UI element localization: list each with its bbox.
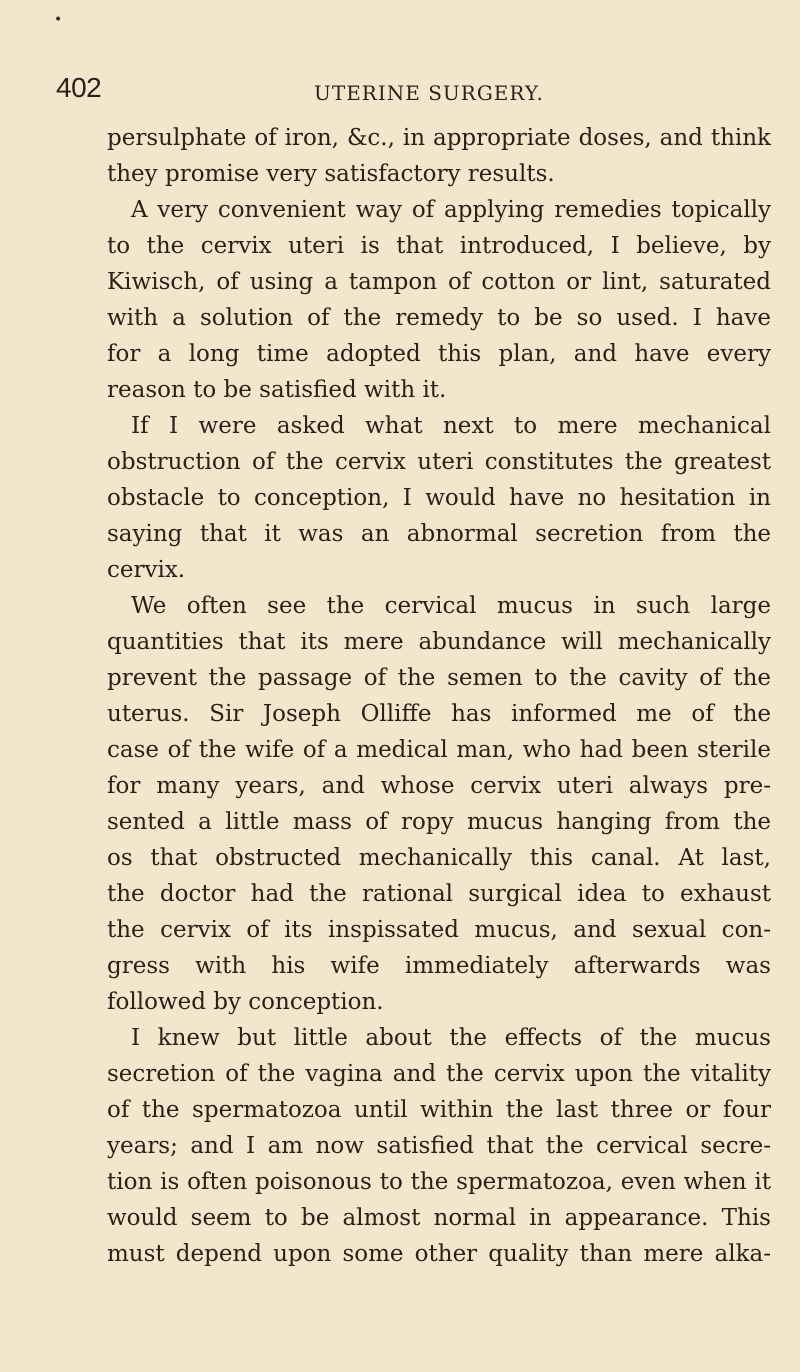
text-line: the cervix of its inspissated mucus, and sexual con- <box>107 917 771 943</box>
text-line: case of the wife of a medical man, who had been sterile <box>107 737 771 763</box>
text-line: years; and I am now satisfied that the cervical secre- <box>107 1133 771 1159</box>
text-line: A very convenient way of applying remedies topically <box>131 197 771 223</box>
body-text <box>107 120 771 1272</box>
text-line: gress with his wife immediately afterwards was <box>107 953 771 979</box>
paragraph <box>107 120 771 192</box>
text-line: cervix. <box>107 557 186 583</box>
text-line: We often see the cervical mucus in such large <box>131 593 771 619</box>
text-line: prevent the passage of the semen to the cavity of the <box>107 665 771 691</box>
page-number: 402 <box>56 72 102 103</box>
text-line: followed by conception. <box>107 989 384 1015</box>
page-header <box>56 72 756 112</box>
paragraph <box>107 588 771 1020</box>
text-line: tion is often poisonous to the spermatozoa, even when it <box>107 1169 771 1195</box>
text-line: obstruction of the cervix uteri constitutes the greatest <box>107 449 771 475</box>
text-line: the doctor had the rational surgical idea to exhaust <box>107 881 771 907</box>
text-line: secretion of the vagina and the cervix upon the vitality <box>107 1061 771 1087</box>
text-line: persulphate of iron, &c., in appropriate doses, and think <box>107 125 771 151</box>
text-line: sented a little mass of ropy mucus hanging from the <box>107 809 771 835</box>
paragraph <box>107 192 771 408</box>
text-line: for a long time adopted this plan, and have every <box>107 341 771 367</box>
text-line: with a solution of the remedy to be so used. I have <box>107 305 771 331</box>
text-line: I knew but little about the effects of the mucus <box>131 1025 771 1051</box>
text-line: of the spermatozoa until within the last three or four <box>107 1097 771 1123</box>
text-line: must depend upon some other quality than mere alka- <box>107 1241 771 1267</box>
text-line: os that obstructed mechanically this canal. At last, <box>107 845 771 871</box>
text-line: saying that it was an abnormal secretion from the <box>107 521 771 547</box>
running-head: UTERINE SURGERY. <box>314 81 544 105</box>
text-line: reason to be satisfied with it. <box>107 377 447 403</box>
paragraph <box>107 408 771 588</box>
text-line: for many years, and whose cervix uteri always pre- <box>107 773 771 799</box>
text-line: quantities that its mere abundance will mechanically <box>107 629 771 655</box>
text-line: they promise very satisfactory results. <box>107 161 555 187</box>
text-line: would seem to be almost normal in appearance. This <box>107 1205 771 1231</box>
text-line: Kiwisch, of using a tampon of cotton or lint, saturated <box>107 269 771 295</box>
text-line: obstacle to conception, I would have no hesitation in <box>107 485 771 511</box>
text-line: uterus. Sir Joseph Olliffe has informed me of the <box>107 701 771 727</box>
page-marker: • <box>54 12 63 28</box>
text-line: If I were asked what next to mere mechanical <box>131 413 771 439</box>
text-line: to the cervix uteri is that introduced, I believe, by <box>107 233 771 259</box>
paragraph <box>107 1020 771 1272</box>
